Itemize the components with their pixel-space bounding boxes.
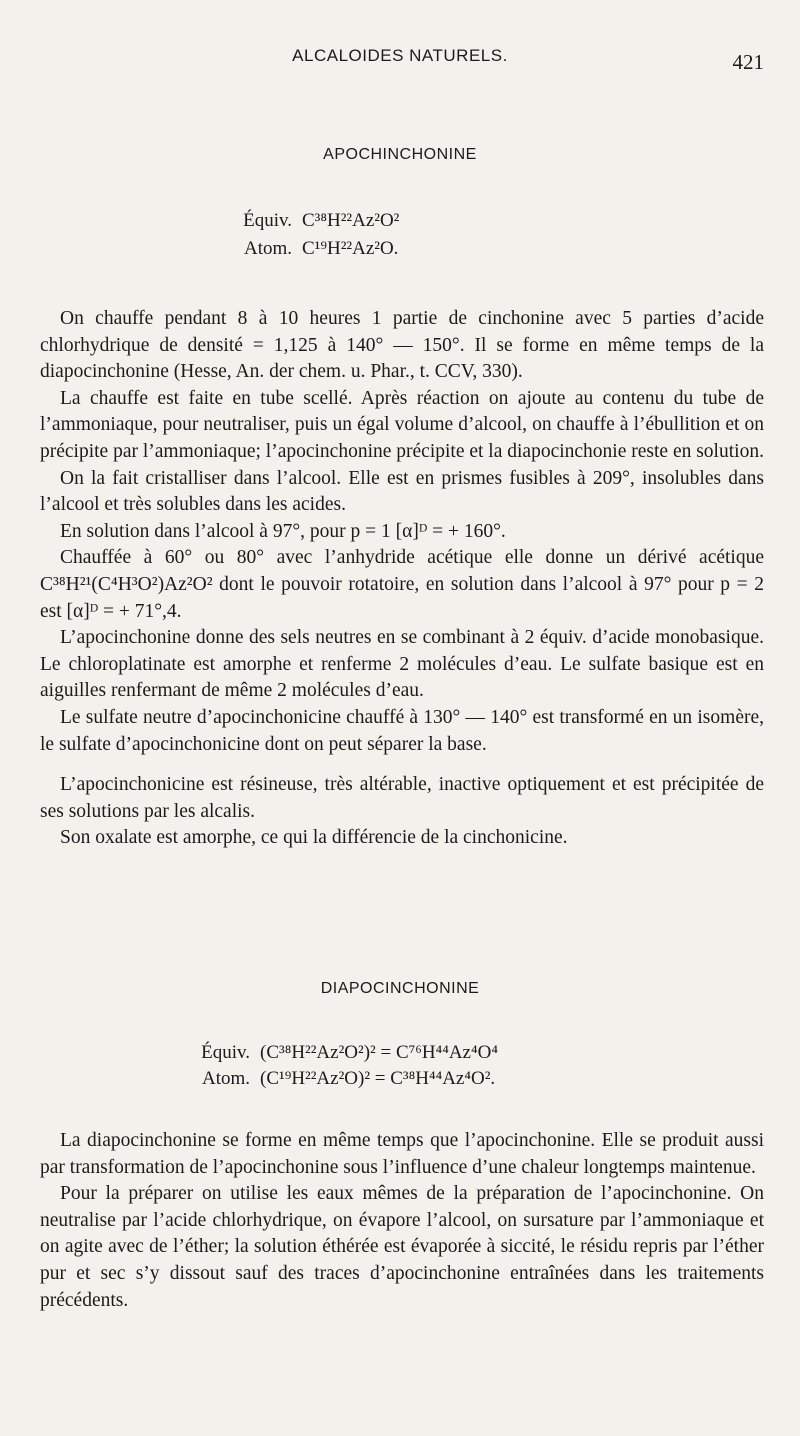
paragraph: On chauffe pendant 8 à 10 heures 1 partie de cinchonine avec 5 parties d’acide chlorhydrique de densité = 1,125 à 140° — 150°. Il se forme en même temps de la diapocinchonine (Hesse, An. der chem. u. Phar., t. CCV, 330). [40,308,764,383]
paragraph: Son oxalate est amorphe, ce qui la différencie de la cinchonicine. [60,827,568,849]
paragraph: Pour la préparer on utilise les eaux mêmes de la préparation de l’apocinchonine. On neutralise par l’acide chlorhydrique, on évapore l’alcool, on sursature par l’ammoniaque et on agite avec de l’éther; la solution éthérée est évaporée à siccité, le résidu repris par l’éther pur et sec s’y dissout sauf des traces d’apocinchonine entraînées dans les traitements précédents. [40,1183,764,1311]
page-number: 421 [732,50,764,74]
formula-value: C¹⁹H²²Az²O. [302,238,399,259]
formula-atom [222,238,398,260]
formula-label: Atom. [201,1068,250,1089]
paragraph: La diapocinchonine se forme en même temps que l’apocinchonine. Elle se produit aussi par transformation de l’apocinchonine sous l’influence d’une chaleur longtemps maintenue. [40,1130,764,1178]
section-title-apochinchonine: APOCHINCHONINE [323,146,477,163]
formula-equiv [180,1042,498,1064]
paragraph: La chauffe est faite en tube scellé. Après réaction on ajoute au contenu du tube de l’ammoniaque, pour neutraliser, puis un égal volume d’alcool, on chauffe à l’ébullition et on précipite par l’ammoniaque; l’apocinchonine précipite et la diapocinchonie reste en solution. [40,387,764,462]
paragraph: Le sulfate neutre d’apocinchonicine chauffé à 130° — 140° est transformé en un isomère, le sulfate d’apocinchonicine dont on peut séparer la base. [40,706,764,755]
formula-atom [180,1068,495,1090]
formula-value: C³⁸H²²Az²O² [302,210,400,231]
running-title: ALCALOIDES NATURELS. [292,46,508,65]
section2-body [40,1128,764,1314]
section1-body [40,306,764,852]
formula-label: Équiv. [243,210,292,231]
section-title-diapocinchonine: DIAPOCINCHONINE [320,980,480,997]
paragraph: On la fait cristalliser dans l’alcool. Elle est en prismes fusibles à 209°, insolubles dans l’alcool et très solubles dans les acides. [40,467,764,516]
formula-label: Équiv. [201,1042,250,1063]
paragraph: L’apocinchonine donne des sels neutres en se combinant à 2 équiv. d’acide monobasique. Le chloroplatinate est amorphe et renferme 2 molécules d’eau. Le sulfate basique est en aiguilles renfermant de même 2 molécules d’eau. [40,627,764,702]
paragraph: En solution dans l’alcool à 97°, pour p = 1 [α]ᴰ = + 160°. [60,520,506,542]
paragraph: L’apocinchonicine est résineuse, très altérable, inactive optiquement et est précipitée de ses solutions par les alcalis. [40,774,764,822]
paragraph: Chauffée à 60° ou 80° avec l’anhydride acétique elle donne un dérivé acétique C³⁸H²¹(C⁴H³O²)Az²O² dont le pouvoir rotatoire, en solution dans l’alcool à 97° pour p = 2 est [α]ᴰ = + 71°,4. [40,547,764,622]
running-head [0,46,800,76]
formula-value: (C³⁸H²²Az²O²)² = C⁷⁶H⁴⁴Az⁴O⁴ [260,1042,498,1063]
formula-equiv [222,210,399,232]
formula-value: (C¹⁹H²²Az²O)² = C³⁸H⁴⁴Az⁴O². [260,1068,496,1089]
formula-label: Atom. [243,238,292,259]
